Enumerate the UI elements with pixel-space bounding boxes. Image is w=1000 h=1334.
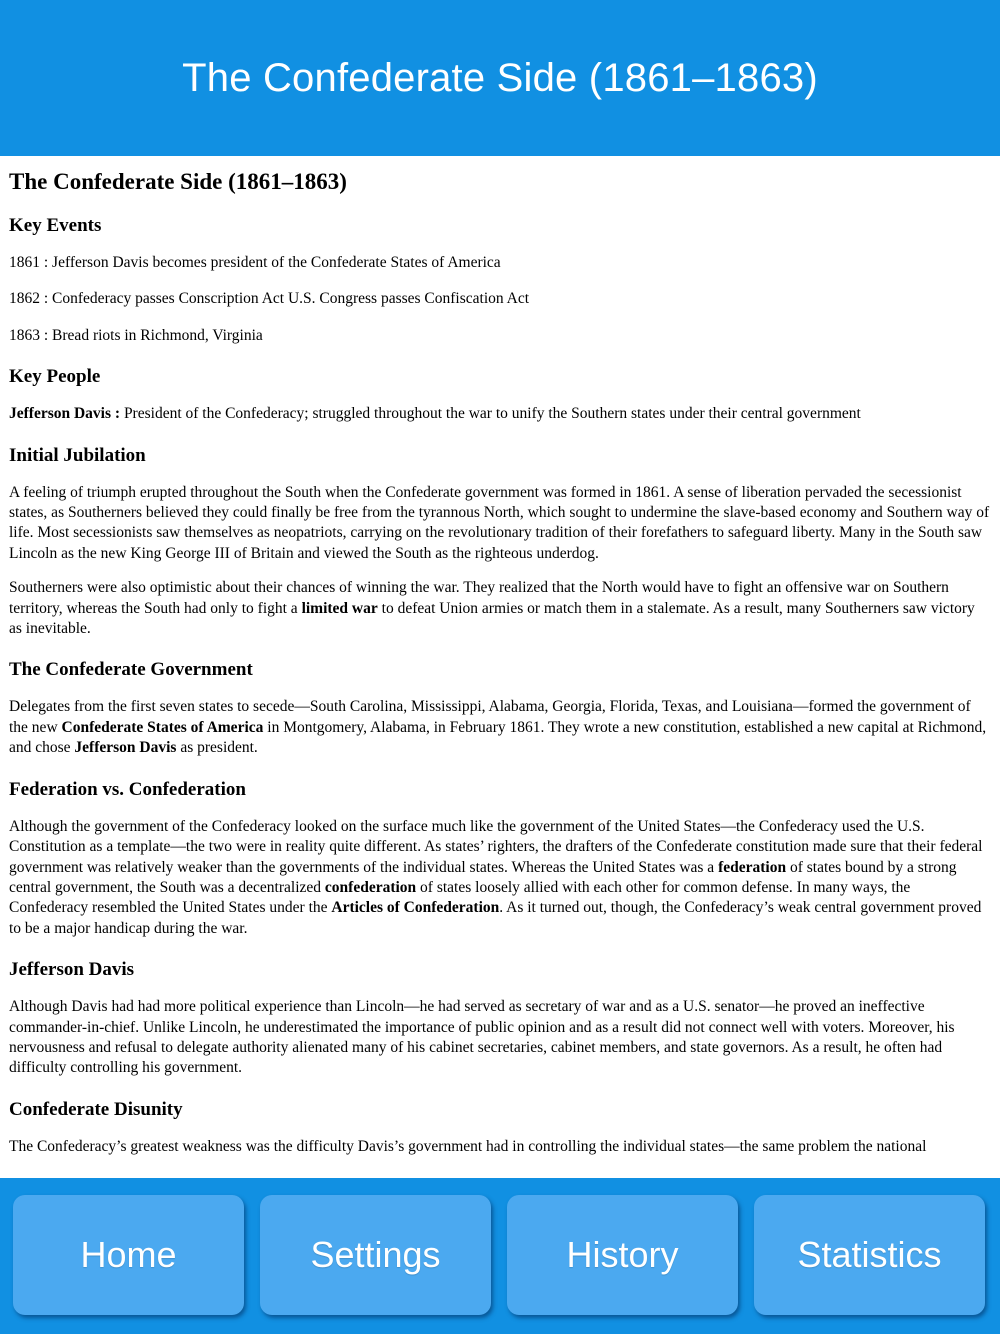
section-heading-confederate-disunity: Confederate Disunity xyxy=(9,1098,183,1120)
event-item: 1863 : Bread riots in Richmond, Virginia xyxy=(9,326,263,344)
page-title: The Confederate Side (1861–1863) xyxy=(182,55,818,100)
top-bar xyxy=(0,0,1000,156)
term-limited-war: limited war xyxy=(301,599,378,617)
paragraph xyxy=(9,817,991,939)
term-jefferson-davis: Jefferson Davis xyxy=(74,739,177,757)
term-federation: federation xyxy=(718,858,787,876)
paragraph xyxy=(9,578,991,639)
home-button[interactable]: Home xyxy=(13,1195,244,1315)
section-heading-initial-jubilation: Initial Jubilation xyxy=(9,444,146,466)
text-run: to defeat Union armies or match them in a stalemate. As a result, many Southerners saw victory as inevitable. xyxy=(9,599,975,638)
article-scroll-view[interactable] xyxy=(0,156,1000,1178)
history-button[interactable]: History xyxy=(507,1195,738,1315)
paragraph: The Confederacy’s greatest weakness was the difficulty Davis’s government had in controlling the individual states—the same problem the national xyxy=(9,1137,927,1155)
text-run: Southerners were also optimistic about their chances of winning the war. They realized that the North would have to fight an offensive war on Southern territory, whereas the South had only to fight a xyxy=(9,579,949,617)
paragraph xyxy=(9,697,991,758)
section-heading-key-people: Key People xyxy=(9,366,101,388)
event-item: 1862 : Confederacy passes Conscription Act U.S. Congress passes Confiscation Act xyxy=(9,290,530,308)
term-articles-of-confederation: Articles of Confederation xyxy=(331,899,500,917)
text-run: of states loosely allied with each other for common defense. In many ways, the Confederacy resembled the United States under the xyxy=(9,878,911,917)
person-description: President of the Confederacy; struggled throughout the war to unify the Southern states under their central government xyxy=(120,405,861,423)
section-heading-federation: Federation vs. Confederation xyxy=(9,778,246,800)
paragraph: A feeling of triumph erupted throughout the South when the Confederate government was formed in 1861. A sense of liberation pervaded the secessionist states, as Southerners believed they could finally be free from the tyrannous North, which sought to undermine the slave-based economy and Southern way of life. Most secessionists saw themselves as neopatriots, carrying on the revolutionary tradition of their forefathers to safeguard liberty. Many in the South saw Lincoln as the new King George III of Britain and viewed the South as the righteous underdog. xyxy=(9,483,990,562)
person-item xyxy=(9,404,991,424)
section-heading-key-events: Key Events xyxy=(9,215,102,236)
text-run: as president. xyxy=(176,739,258,757)
text-run: of states bound by a strong central government, the South was a decentralized xyxy=(9,858,957,896)
paragraph: Although Davis had had more political experience than Lincoln—he had served as secretary of war and as a U.S. senator—he proved an ineffective commander-in-chief. Unlike Lincoln, he underestimated the importance of public opinion and as a result did not connect well with voters. Moreover, his nervousness and refusal to delegate authority alienated many of his cabinet secretaries, cabinet members, and state governors. As a result, he often had difficulty controlling his government. xyxy=(9,998,955,1077)
term-confederate-states: Confederate States of America xyxy=(61,718,264,736)
statistics-button[interactable]: Statistics xyxy=(754,1195,985,1315)
person-name: Jefferson Davis : xyxy=(9,405,121,423)
text-run: Although the government of the Confederacy looked on the surface much like the government of the United States—the Confederacy used the U.S. Constitution as a template—the two were in reality quite different. As states’ righters, the drafters of the Confederate constitution made sure that their federal government was relatively weaker than the governments of the individual states. Whereas the United States was a xyxy=(9,817,983,876)
settings-button[interactable]: Settings xyxy=(260,1195,491,1315)
text-run: Delegates from the first seven states to secede—South Carolina, Mississippi, Alabama, Georgia, Florida, Texas, and Louisiana—formed the government of the new xyxy=(9,698,971,736)
text-run: . As it turned out, though, the Confederacy’s weak central government proved to be a major handicap during the war. xyxy=(9,899,982,937)
text-run: in Montgomery, Alabama, in February 1861. They wrote a new constitution, established a new capital at Richmond, and chose xyxy=(9,718,987,757)
section-heading-jefferson-davis: Jefferson Davis xyxy=(9,959,135,981)
section-heading-confederate-government: The Confederate Government xyxy=(9,659,253,681)
event-item: 1861 : Jefferson Davis becomes president of the Confederate States of America xyxy=(9,254,501,271)
article-title: The Confederate Side (1861–1863) xyxy=(9,169,347,194)
bottom-nav-bar xyxy=(0,1178,1000,1334)
term-confederation: confederation xyxy=(324,878,417,896)
